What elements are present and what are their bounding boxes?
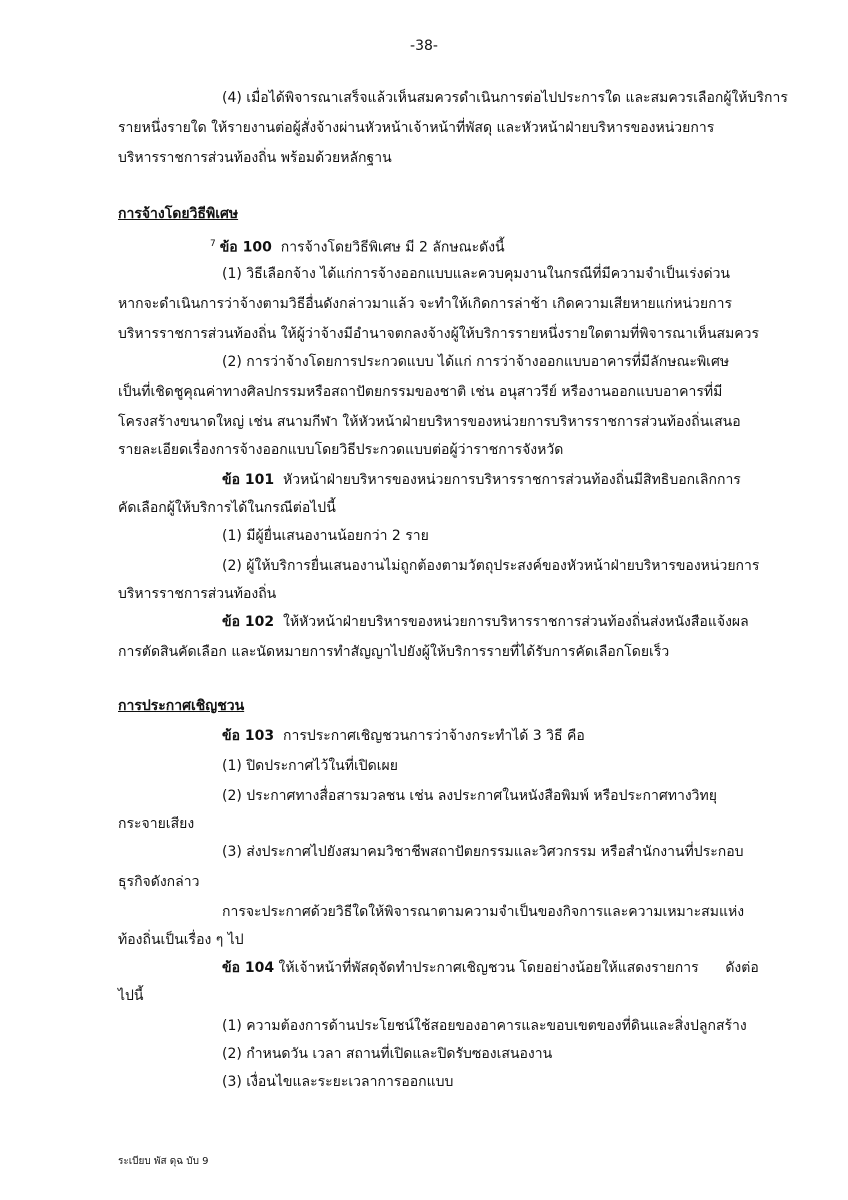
clause-text: การจ้างโดยวิธีพิเศษ มี 2 ลักษณะดังนี้ xyxy=(280,239,505,256)
clause-number: ข้อ 100 xyxy=(219,239,272,256)
footnote-mark: 7 xyxy=(210,239,216,249)
clause-number: ข้อ 102 xyxy=(222,614,275,630)
clause-text: หัวหน้าฝ่ายบริหารของหน่วยการบริหารราชการส่วนท้องถิ่นมีสิทธิบอกเลิกการ xyxy=(282,472,741,488)
clause-103-line: การจะประกาศด้วยวิธีใดให้พิจารณาตามความจำเป็นของกิจการและความเหมาะสมแห่ง xyxy=(222,904,745,920)
clause-text: การประกาศเชิญชวนการว่าจ้างกระทำได้ 3 วิธี คือ xyxy=(282,728,585,744)
clause-100-line: เป็นที่เชิดชูคุณค่าทางศิลปกรรมหรือสถาปัตยกรรมของชาติ เช่น อนุสาวรีย์ หรืองานออกแบบอาคารที่มี xyxy=(118,384,723,400)
clause-103-line: ท้องถิ่นเป็นเรื่อง ๆ ไป xyxy=(118,932,244,948)
clause-102-line: การตัดสินคัดเลือก และนัดหมายการทำสัญญาไปยังผู้ให้บริการรายที่ได้รับการคัดเลือกโดยเร็ว xyxy=(118,644,670,660)
clause-104-line: (3) เงื่อนไขและระยะเวลาการออกแบบ xyxy=(222,1074,454,1090)
clause-101-line: (1) มีผู้ยื่นเสนองานน้อยกว่า 2 ราย xyxy=(222,528,429,544)
clause-100 xyxy=(210,234,505,258)
clause-number: ข้อ 101 xyxy=(222,472,275,488)
intro-line: รายหนึ่งรายใด ให้รายงานต่อผู้สั่งจ้างผ่านหัวหน้าเจ้าหน้าที่พัสดุ และหัวหน้าฝ่ายบริหารของหน่วยการ xyxy=(118,120,715,136)
intro-line: บริหารราชการส่วนท้องถิ่น พร้อมด้วยหลักฐาน xyxy=(118,150,392,166)
clause-104-line: (2) กำหนดวัน เวลา สถานที่เปิดและปิดรับซองเสนองาน xyxy=(222,1046,553,1062)
clause-104 xyxy=(222,958,759,978)
clause-104-line: (1) ความต้องการด้านประโยชน์ใช้สอยของอาคารและขอบเขตของที่ดินและสิ่งปลูกสร้าง xyxy=(222,1018,747,1034)
clause-103-line: ธุรกิจดังกล่าว xyxy=(118,874,200,890)
clause-100-line: (2) การว่าจ้างโดยการประกวดแบบ ได้แก่ การว่าจ้างออกแบบอาคารที่มีลักษณะพิเศษ xyxy=(222,354,730,370)
clause-102 xyxy=(222,612,749,632)
clause-101-line: (2) ผู้ให้บริการยื่นเสนองานไม่ถูกต้องตามวัตถุประสงค์ของหัวหน้าฝ่ายบริหารของหน่วยการ xyxy=(222,558,760,574)
clause-text: ให้เจ้าหน้าที่พัสดุจัดทำประกาศเชิญชวน โดยอย่างน้อยให้แสดงรายการ ดังต่อ xyxy=(278,960,759,976)
page-footer: ระเบียบ พัส ดุฉ บับ 9 xyxy=(118,1156,209,1167)
clause-104-line: ไปนี้ xyxy=(118,988,144,1004)
section-heading-invitation: การประกาศเชิญชวน xyxy=(118,698,245,714)
clause-number: ข้อ 104 xyxy=(222,960,275,976)
clause-100-line: หากจะดำเนินการว่าจ้างตามวิธีอื่นดังกล่าวมาแล้ว จะทำให้เกิดการล่าช้า เกิดความเสียหายแก่หน่วยการ xyxy=(118,296,732,312)
clause-100-line: (1) วิธีเลือกจ้าง ได้แก่การจ้างออกแบบและควบคุมงานในกรณีที่มีความจำเป็นเร่งด่วน xyxy=(222,266,730,282)
clause-100-line: โครงสร้างขนาดใหญ่ เช่น สนามกีฬา ให้หัวหน้าฝ่ายบริหารของหน่วยการบริหารราชการส่วนท้องถิ่นเสนอ xyxy=(118,414,741,430)
clause-101-line: บริหารราชการส่วนท้องถิ่น xyxy=(118,586,277,602)
clause-103-line: (3) ส่งประกาศไปยังสมาคมวิชาชีพสถาปัตยกรรมและวิศวกรรม หรือสำนักงานที่ประกอบ xyxy=(222,844,744,860)
section-heading-special-method: การจ้างโดยวิธีพิเศษ xyxy=(118,206,239,222)
clause-103-line: (2) ประกาศทางสื่อสารมวลชน เช่น ลงประกาศในหนังสือพิมพ์ หรือประกาศทางวิทยุ xyxy=(222,788,717,804)
clause-103-line: (1) ปิดประกาศไว้ในที่เปิดเผย xyxy=(222,758,398,774)
clause-100-line: รายละเอียดเรื่องการจ้างออกแบบโดยวิธีประกวดแบบต่อผู้ว่าราชการจังหวัด xyxy=(118,442,564,458)
clause-text: ให้หัวหน้าฝ่ายบริหารของหน่วยการบริหารราชการส่วนท้องถิ่นส่งหนังสือแจ้งผล xyxy=(282,614,749,630)
intro-line: (4) เมื่อได้พิจารณาเสร็จแล้วเห็นสมควรดำเนินการต่อไปประการใด และสมควรเลือกผู้ให้บริการ xyxy=(222,90,788,106)
clause-101-line: คัดเลือกผู้ให้บริการได้ในกรณีต่อไปนี้ xyxy=(118,500,336,516)
clause-101 xyxy=(222,470,741,490)
page-number: -38- xyxy=(410,38,438,54)
clause-100-line: บริหารราชการส่วนท้องถิ่น ให้ผู้ว่าจ้างมีอำนาจตกลงจ้างผู้ให้บริการรายหนึ่งรายใดตามที่พิจารณาเห็นสมควร xyxy=(118,326,760,342)
clause-number: ข้อ 103 xyxy=(222,728,275,744)
clause-103 xyxy=(222,726,585,746)
clause-103-line: กระจายเสียง xyxy=(118,816,195,832)
